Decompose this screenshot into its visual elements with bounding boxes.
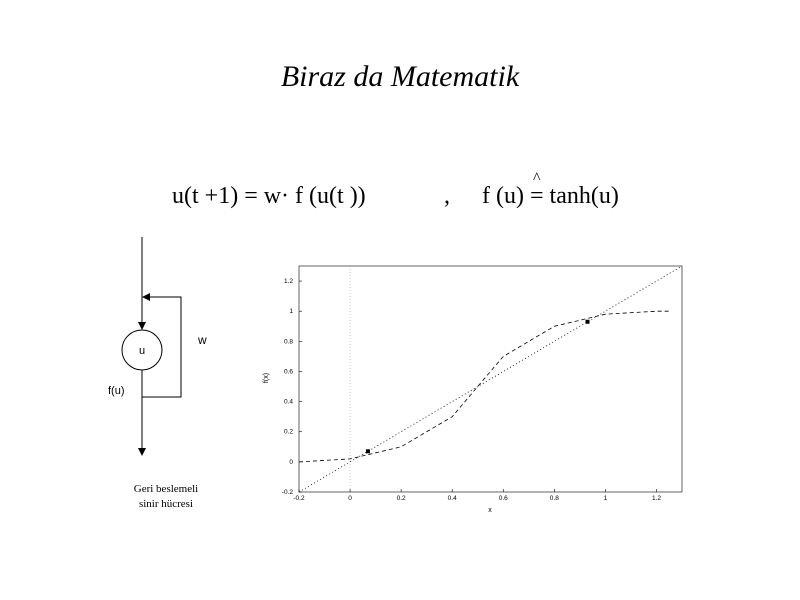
- y-tick-label: 0: [289, 458, 293, 466]
- diagram-caption: [98, 482, 234, 512]
- x-tick-label: 0.4: [447, 495, 457, 502]
- x-tick-label: 0.8: [549, 495, 559, 502]
- y-tick-label: 0.4: [283, 398, 293, 406]
- x-tick-label: 0.2: [396, 495, 406, 502]
- x-axis-label: x: [488, 507, 492, 514]
- activation-rhs: tanh(u): [549, 183, 619, 209]
- fixed-point-marker: [586, 320, 590, 324]
- activation-f: f (u): [482, 183, 524, 209]
- caption-line-2: sinir hücresi: [138, 498, 194, 510]
- definition-sign: ^ =: [530, 183, 544, 210]
- series-line-1: [299, 311, 669, 462]
- y-tick-label: -0.2: [281, 489, 293, 496]
- feedback-neuron-diagram: [108, 237, 207, 452]
- recurrence-formula: u(t +1) = w· f (u(t )): [172, 183, 366, 209]
- y-axis-label: f(x): [263, 372, 270, 384]
- x-tick-label: 0: [348, 495, 352, 502]
- x-tick-label: 1.2: [651, 495, 661, 502]
- y-tick-label: 1: [289, 308, 293, 316]
- x-tick-label: 1: [603, 495, 608, 502]
- y-tick-label: 0.6: [283, 368, 293, 376]
- x-tick-label: 0.6: [498, 495, 508, 502]
- y-tick-label: 0.2: [283, 428, 293, 436]
- fixed-point-marker: [366, 449, 370, 453]
- weight-label: w: [198, 333, 207, 347]
- tanh-fixed-point-chart: [263, 266, 682, 514]
- node-label: u: [138, 345, 146, 357]
- caption-line-1: Geri beslemeli: [133, 483, 199, 495]
- series-line-0: [299, 266, 682, 492]
- formula-separator: ,: [444, 183, 450, 209]
- page-title: Biraz da Matematik: [280, 60, 520, 93]
- y-tick-label: 0.8: [283, 338, 293, 346]
- output-label: f(u): [108, 385, 125, 397]
- y-tick-label: 1.2: [283, 278, 293, 286]
- x-tick-label: -0.2: [293, 495, 305, 502]
